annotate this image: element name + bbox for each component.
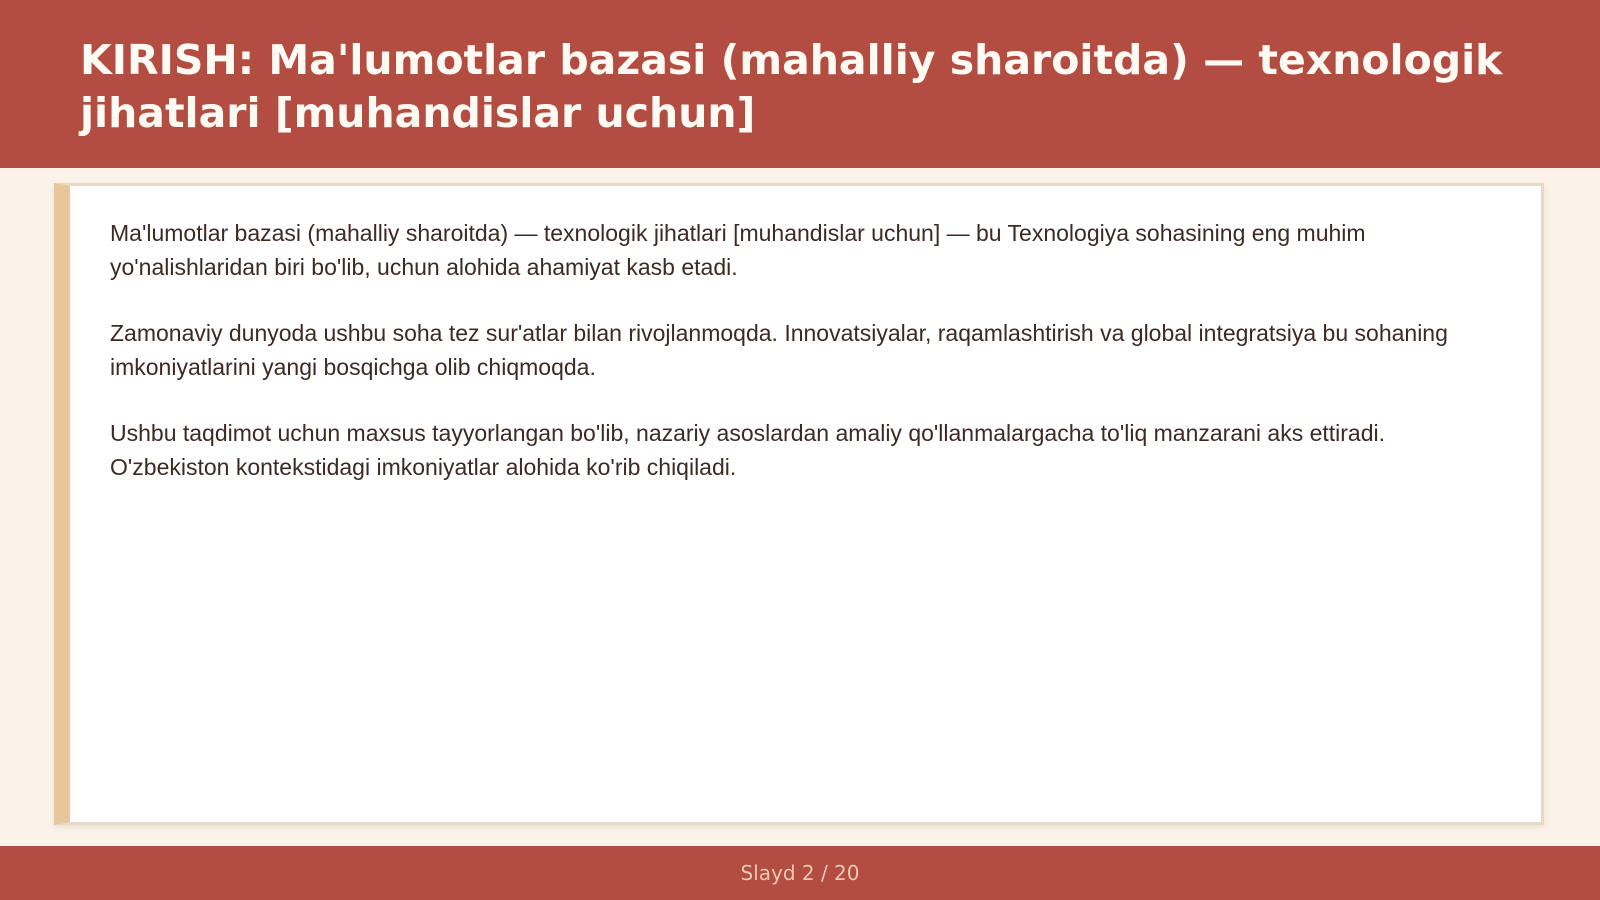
modern-world-paragraph: Zamonaviy dunyoda ushbu soha tez sur'atlar bilan rivojlanmoqda. Innovatsiyalar, raqamlashtirish va global integratsiya bu sohaning imkoniyatlarini yangi bosqichga olib chiqmoqda. bbox=[110, 320, 1448, 380]
presentation-scope-paragraph: Ushbu taqdimot uchun maxsus tayyorlangan bo'lib, nazariy asoslardan amaliy qo'llanmalargacha to'liq manzarani aks ettiradi. O'zbekiston kontekstidagi imkoniyatlar alohida ko'rib chiqiladi. bbox=[110, 420, 1386, 480]
slide-footer bbox=[0, 846, 1600, 900]
slide-title: KIRISH: Ma'lumotlar bazasi (mahalliy sharoitda) — texnologik jihatlari [muhandislar uchun] bbox=[80, 36, 1503, 137]
intro-paragraph: Ma'lumotlar bazasi (mahalliy sharoitda) — texnologik jihatlari [muhandislar uchun] — bu Texnologiya sohasining eng muhim yo'nalishlaridan biri bo'lib, uchun alohida ahamiyat kasb etadi. bbox=[110, 220, 1366, 280]
slide-header bbox=[0, 0, 1600, 168]
content-card bbox=[54, 183, 1544, 825]
slide-counter: Slayd 2 / 20 bbox=[740, 861, 860, 885]
